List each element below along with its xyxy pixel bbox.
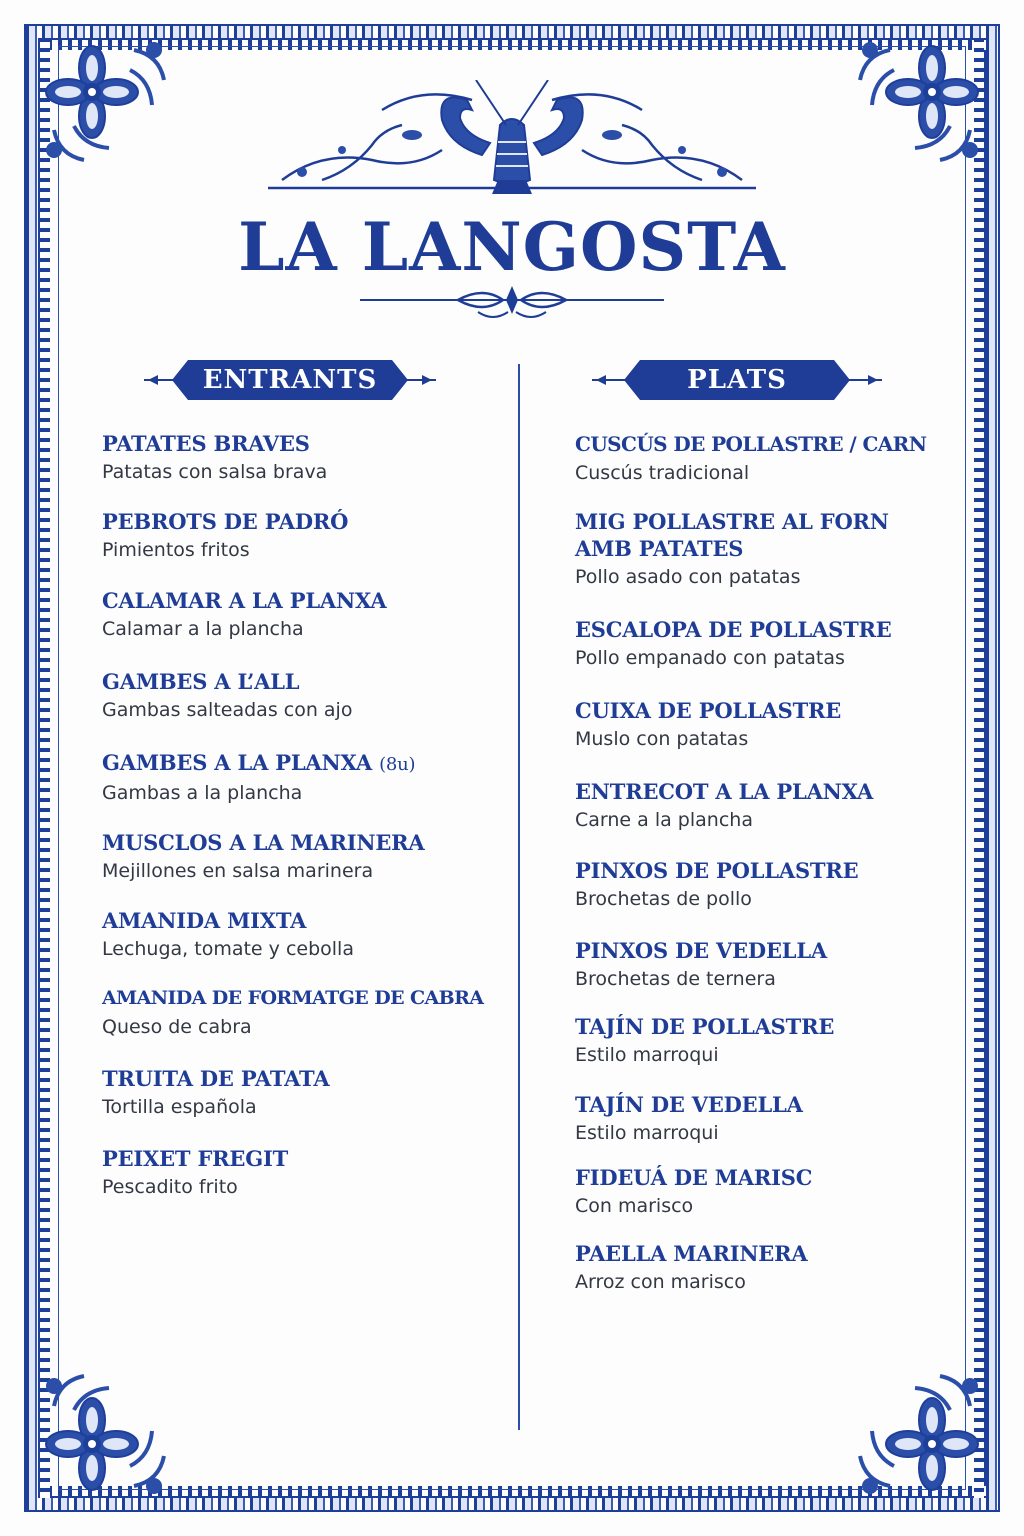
menu-item [575, 1164, 812, 1219]
item-description: Queso de cabra [102, 1016, 252, 1038]
item-name: CUIXA DE POLLASTRE [575, 698, 842, 723]
menu-item [575, 508, 905, 590]
item-description: Calamar a la plancha [102, 618, 304, 640]
item-description: Brochetas de ternera [575, 968, 776, 990]
entrants-title: ENTRANTS [202, 365, 378, 395]
item-name: ENTRECOT A LA PLANXA [575, 779, 874, 804]
item-name [102, 749, 415, 778]
item-name: MIG POLLASTRE AL FORN AMB PATATES [575, 509, 889, 561]
item-description: Mejillones en salsa marinera [102, 860, 374, 882]
item-name: TAJÍN DE VEDELLA [575, 1092, 803, 1117]
item-name: PATATES BRAVES [102, 431, 310, 456]
item-quantity: (8u) [379, 754, 416, 775]
title-flourish-icon [358, 282, 666, 326]
column-divider [518, 364, 520, 1430]
item-name: PAELLA MARINERA [575, 1241, 808, 1266]
plats-title: PLATS [687, 365, 787, 395]
menu-item [102, 668, 352, 723]
menu-item [575, 1240, 807, 1295]
menu-item [575, 857, 858, 912]
item-description: Carne a la plancha [575, 809, 753, 831]
menu-item [575, 778, 873, 833]
item-name: ESCALOPA DE POLLASTRE [575, 617, 892, 642]
item-name: CUSCÚS DE POLLASTRE / CARN [575, 432, 927, 456]
item-description: Patatas con salsa brava [102, 461, 328, 483]
item-name: PINXOS DE VEDELLA [575, 938, 827, 963]
menu-item [102, 749, 415, 806]
menu-item [102, 1065, 329, 1120]
menu-item [102, 907, 354, 962]
corner-flower-icon [840, 30, 990, 180]
menu-item [575, 1091, 803, 1146]
corner-flower-icon [34, 30, 184, 180]
item-description: Estilo marroqui [575, 1044, 719, 1066]
menu-item [575, 937, 827, 992]
item-description: Pescadito frito [102, 1176, 238, 1198]
corner-flower-icon [34, 1356, 184, 1506]
menu-item [575, 1013, 834, 1068]
item-description: Muslo con patatas [575, 728, 749, 750]
item-name: MUSCLOS A LA MARINERA [102, 830, 425, 855]
menu-item [102, 587, 386, 642]
item-name: TAJÍN DE POLLASTRE [575, 1014, 835, 1039]
item-description: Gambas a la plancha [102, 782, 303, 804]
item-description: Lechuga, tomate y cebolla [102, 938, 354, 960]
corner-flower-icon [840, 1356, 990, 1506]
item-description: Estilo marroqui [575, 1122, 719, 1144]
item-description: Con marisco [575, 1195, 694, 1217]
item-name: PINXOS DE POLLASTRE [575, 858, 859, 883]
plats-banner [592, 358, 882, 402]
menu-item [102, 508, 348, 563]
item-name-text: GAMBES A LA PLANXA [102, 750, 372, 775]
item-name: AMANIDA MIXTA [102, 908, 307, 933]
menu-item [102, 430, 327, 485]
item-description: Pollo asado con patatas [575, 566, 801, 588]
menu-item [575, 431, 926, 486]
menu-item [102, 985, 483, 1040]
item-name: AMANIDA DE FORMATGE DE CABRA [102, 987, 484, 1009]
item-name: FIDEUÁ DE MARISC [575, 1165, 813, 1190]
restaurant-title: LA LANGOSTA [238, 208, 786, 286]
item-description: Pollo empanado con patatas [575, 647, 845, 669]
item-name: CALAMAR A LA PLANXA [102, 588, 387, 613]
menu-item [575, 616, 892, 671]
item-name: PEIXET FREGIT [102, 1146, 289, 1171]
lobster-icon [262, 80, 762, 200]
item-description: Tortilla española [102, 1096, 257, 1118]
menu-item [575, 697, 841, 752]
item-name: PEBROTS DE PADRÓ [102, 509, 349, 534]
item-description: Arroz con marisco [575, 1271, 746, 1293]
item-description: Brochetas de pollo [575, 888, 752, 910]
item-name: TRUITA DE PATATA [102, 1066, 330, 1091]
menu-item [102, 829, 425, 884]
item-description: Cuscús tradicional [575, 462, 750, 484]
item-name: GAMBES A L’ALL [102, 669, 300, 694]
entrants-banner [144, 358, 436, 402]
item-description: Pimientos fritos [102, 539, 250, 561]
menu-item [102, 1145, 288, 1200]
item-description: Gambas salteadas con ajo [102, 699, 353, 721]
